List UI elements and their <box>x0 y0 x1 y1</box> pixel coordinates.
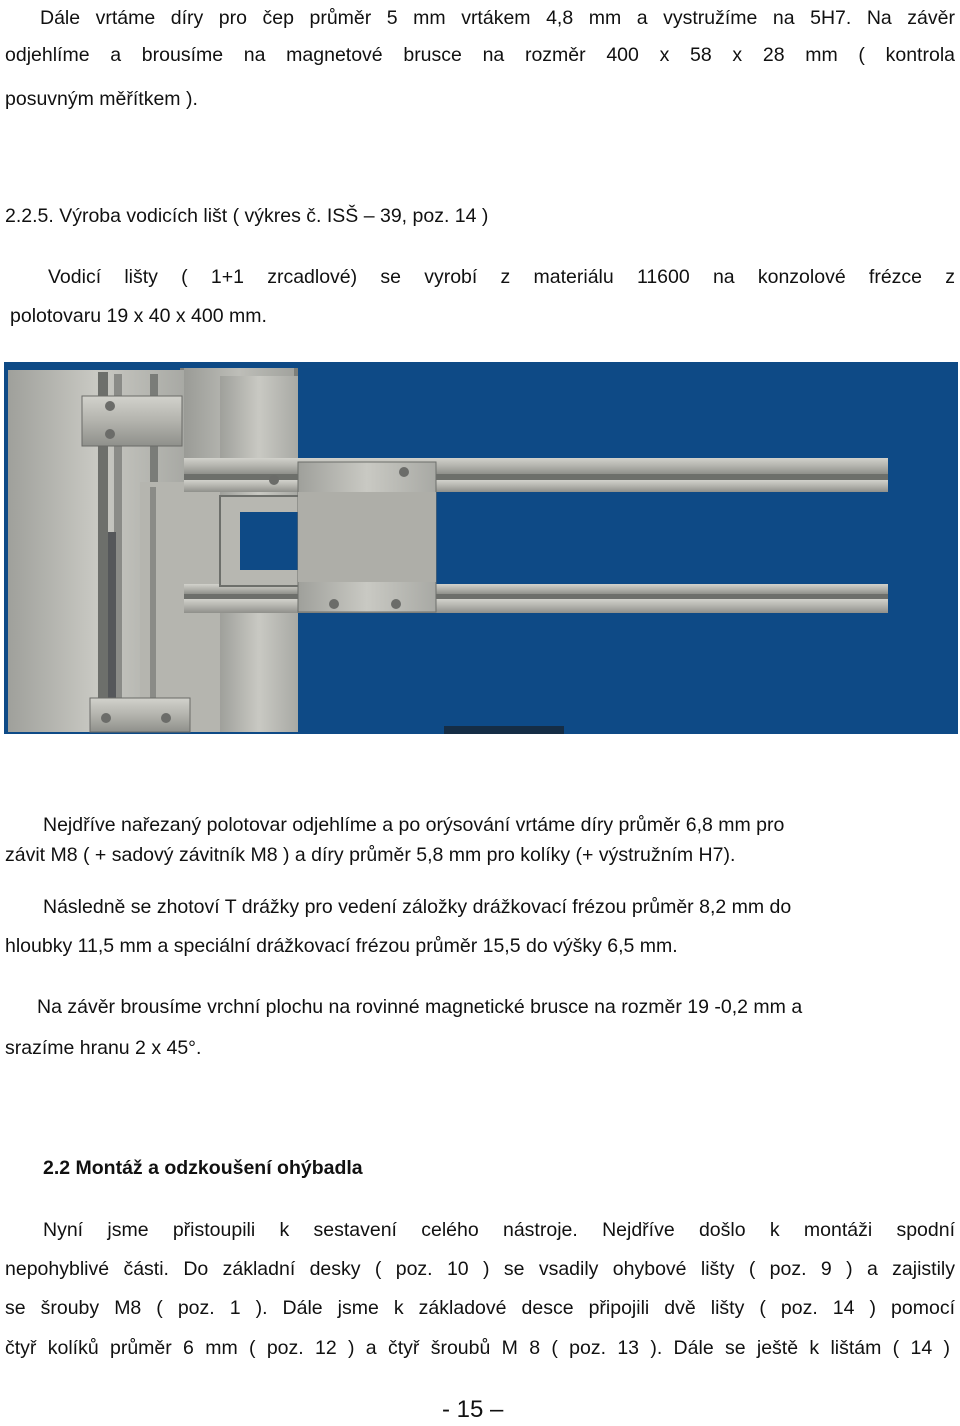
grinding-line-2: srazíme hranu 2 x 45°. <box>5 1037 202 1059</box>
section-22-line-2: nepohyblivé části. Do základní desky ( poz. 10 ) se vsadily ohybové lišty ( poz. 9 ) a zajistily <box>5 1258 955 1280</box>
section-22-heading: 2.2 Montáž a odzkoušení ohýbadla <box>43 1157 363 1179</box>
groove-line-2: hloubky 11,5 mm a speciální drážkovací frézou průměr 15,5 do výšky 6,5 mm. <box>5 935 678 957</box>
section-225-heading: 2.2.5. Výroba vodicích lišt ( výkres č. ISŠ – 39, poz. 14 ) <box>5 205 489 227</box>
section-22-line-4: čtyř kolíků průměr 6 mm ( poz. 12 ) a čtyř šroubů M 8 ( poz. 13 ). Dále se ještě k lištám ( 14 ) <box>5 1337 950 1359</box>
photo-bending-tool <box>4 362 958 734</box>
grinding-line-1: Na závěr brousíme vrchní plochu na rovinné magnetické brusce na rozměr 19 -0,2 mm a <box>37 996 803 1018</box>
section-225-para-line-1: Vodicí lišty ( 1+1 zrcadlové) se vyrobí z materiálu 11600 na konzolové frézce z <box>48 266 955 288</box>
section-225-para-line-2: polotovaru 19 x 40 x 400 mm. <box>10 305 267 327</box>
section-22-line-3: se šrouby M8 ( poz. 1 ). Dále jsme k základové desce připojili dvě lišty ( poz. 14 ) pomocí <box>5 1297 955 1319</box>
intro-line-2: odjehlíme a brousíme na magnetové brusce na rozměr 400 x 58 x 28 mm ( kontrola <box>5 44 955 66</box>
section-22-line-1: Nyní jsme přistoupili k sestavení celého nástroje. Nejdříve došlo k montáži spodní <box>43 1219 955 1241</box>
page-number: - 15 – <box>442 1396 504 1423</box>
groove-line-1: Následně se zhotoví T drážky pro vedení záložky drážkovací frézou průměr 8,2 mm do <box>43 896 792 918</box>
machining-line-2: závit M8 ( + sadový závitník M8 ) a díry průměr 5,8 mm pro kolíky (+ výstružním H7). <box>5 844 736 866</box>
tool-photo <box>4 362 958 734</box>
intro-line-3: posuvným měřítkem ). <box>5 88 198 110</box>
intro-line-1: Dále vrtáme díry pro čep průměr 5 mm vrtákem 4,8 mm a vystružíme na 5H7. Na závěr <box>40 7 955 29</box>
machining-line-1: Nejdříve nařezaný polotovar odjehlíme a po orýsování vrtáme díry průměr 6,8 mm pro <box>43 814 785 836</box>
